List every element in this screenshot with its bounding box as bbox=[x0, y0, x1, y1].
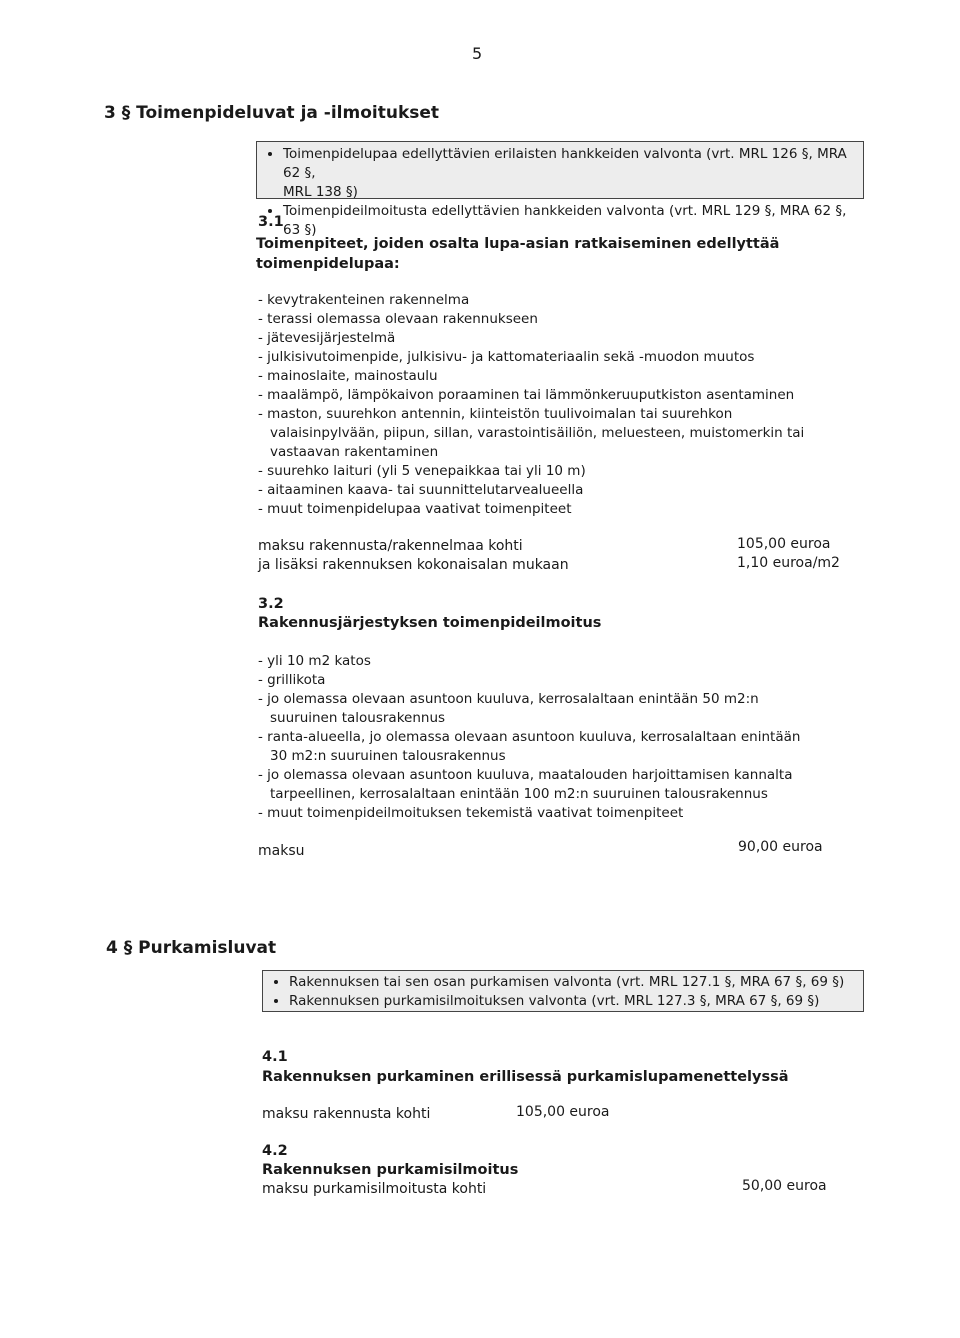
subsection-number: 4.1 bbox=[262, 1049, 288, 1065]
fee-value: 1,10 euroa/m2 bbox=[737, 555, 840, 571]
list-item: - julkisivutoimenpide, julkisivu- ja kattomateriaalin sekä -muodon muutos bbox=[258, 349, 755, 365]
reference-text: Toimenpidelupaa edellyttävien erilaisten hankkeiden valvonta (vrt. MRL 126 §, MRA 62 §, bbox=[283, 146, 847, 181]
list-item: - jätevesijärjestelmä bbox=[258, 330, 396, 346]
subsection-title: Rakennuksen purkamisilmoitus bbox=[262, 1162, 519, 1178]
fee-label: maksu rakennusta/rakennelmaa kohti bbox=[258, 538, 523, 554]
list-item: - jo olemassa olevaan asuntoon kuuluva, kerrosalaltaan enintään 50 m2:n suuruinen talousrakennus bbox=[258, 691, 759, 726]
list-item: - aitaaminen kaava- tai suunnittelutarvealueella bbox=[258, 482, 584, 498]
fee-value: 105,00 euroa bbox=[516, 1104, 610, 1120]
list-item: - ranta-alueella, jo olemassa olevaan asuntoon kuuluva, kerrosalaltaan enintään 30 m2:n suuruinen talousrakennus bbox=[258, 729, 801, 764]
fee-label: maksu bbox=[258, 843, 305, 859]
fee-label: ja lisäksi rakennuksen kokonaisalan mukaan bbox=[258, 557, 569, 573]
list-item: - grillikota bbox=[258, 672, 326, 688]
list-item: - muut toimenpideilmoituksen tekemistä vaativat toimenpiteet bbox=[258, 805, 684, 821]
fee-value: 105,00 euroa bbox=[737, 536, 831, 552]
list-item: - maalämpö, lämpökaivon poraaminen tai lämmönkeruuputkiston asentaminen bbox=[258, 387, 795, 403]
notice-items-list bbox=[258, 652, 800, 823]
subsection-title: Rakennusjärjestyksen toimenpideilmoitus bbox=[258, 615, 602, 631]
fee-value: 50,00 euroa bbox=[742, 1178, 827, 1194]
list-item: - maston, suurehkon antennin, kiinteistön tuulivoimalan tai suurehkon valaisinpylvään, piipun, sillan, varastointisäiliön, meluesteen, muistomerkin tai vastaavan rakentaminen bbox=[258, 406, 805, 460]
list-item: - suurehko laituri (yli 5 venepaikkaa tai yli 10 m) bbox=[258, 463, 586, 479]
section-4-heading: 4 § Purkamisluvat bbox=[106, 938, 277, 958]
list-item: - mainoslaite, mainostaulu bbox=[258, 368, 438, 384]
section-4-reference-box bbox=[262, 970, 864, 1012]
section-3-heading: 3 § Toimenpideluvat ja -ilmoitukset bbox=[104, 103, 440, 123]
page-number: 5 bbox=[472, 44, 483, 63]
subsection-number: 3.1 bbox=[258, 214, 284, 230]
reference-text: Toimenpideilmoitusta edellyttävien hankkeiden valvonta (vrt. MRL 129 §, MRA 62 §, 63 §) bbox=[283, 203, 847, 238]
fee-label: maksu purkamisilmoitusta kohti bbox=[262, 1181, 487, 1197]
reference-item: • Rakennuksen purkamisilmoituksen valvonta (vrt. MRL 127.3 §, MRA 67 §, 69 §) bbox=[289, 992, 859, 1011]
fee-label: maksu rakennusta kohti bbox=[262, 1106, 431, 1122]
permit-items-list bbox=[258, 291, 804, 519]
list-item: - muut toimenpidelupaa vaativat toimenpiteet bbox=[258, 501, 572, 517]
reference-item bbox=[283, 145, 859, 202]
reference-text-cont: MRL 138 §) bbox=[283, 184, 358, 200]
subsection-title bbox=[256, 234, 779, 274]
subsection-number: 4.2 bbox=[262, 1143, 288, 1159]
subsection-number: 3.2 bbox=[258, 596, 284, 612]
subsection-title-line: toimenpidelupaa: bbox=[256, 256, 400, 272]
subsection-title: Rakennuksen purkaminen erillisessä purkamislupamenettelyssä bbox=[262, 1069, 789, 1085]
list-item: - kevytrakenteinen rakennelma bbox=[258, 292, 470, 308]
list-item: - jo olemassa olevaan asuntoon kuuluva, maatalouden harjoittamisen kannalta tarpeellinen, kerrosalaltaan enintään 100 m2:n suuruinen talousrakennus bbox=[258, 767, 793, 802]
list-item: - yli 10 m2 katos bbox=[258, 653, 371, 669]
subsection-title-line: Toimenpiteet, joiden osalta lupa-asian ratkaiseminen edellyttää bbox=[256, 236, 780, 252]
reference-item: • Rakennuksen tai sen osan purkamisen valvonta (vrt. MRL 127.1 §, MRA 67 §, 69 §) bbox=[289, 973, 859, 992]
list-item: - terassi olemassa olevaan rakennukseen bbox=[258, 311, 538, 327]
fee-value: 90,00 euroa bbox=[738, 839, 823, 855]
